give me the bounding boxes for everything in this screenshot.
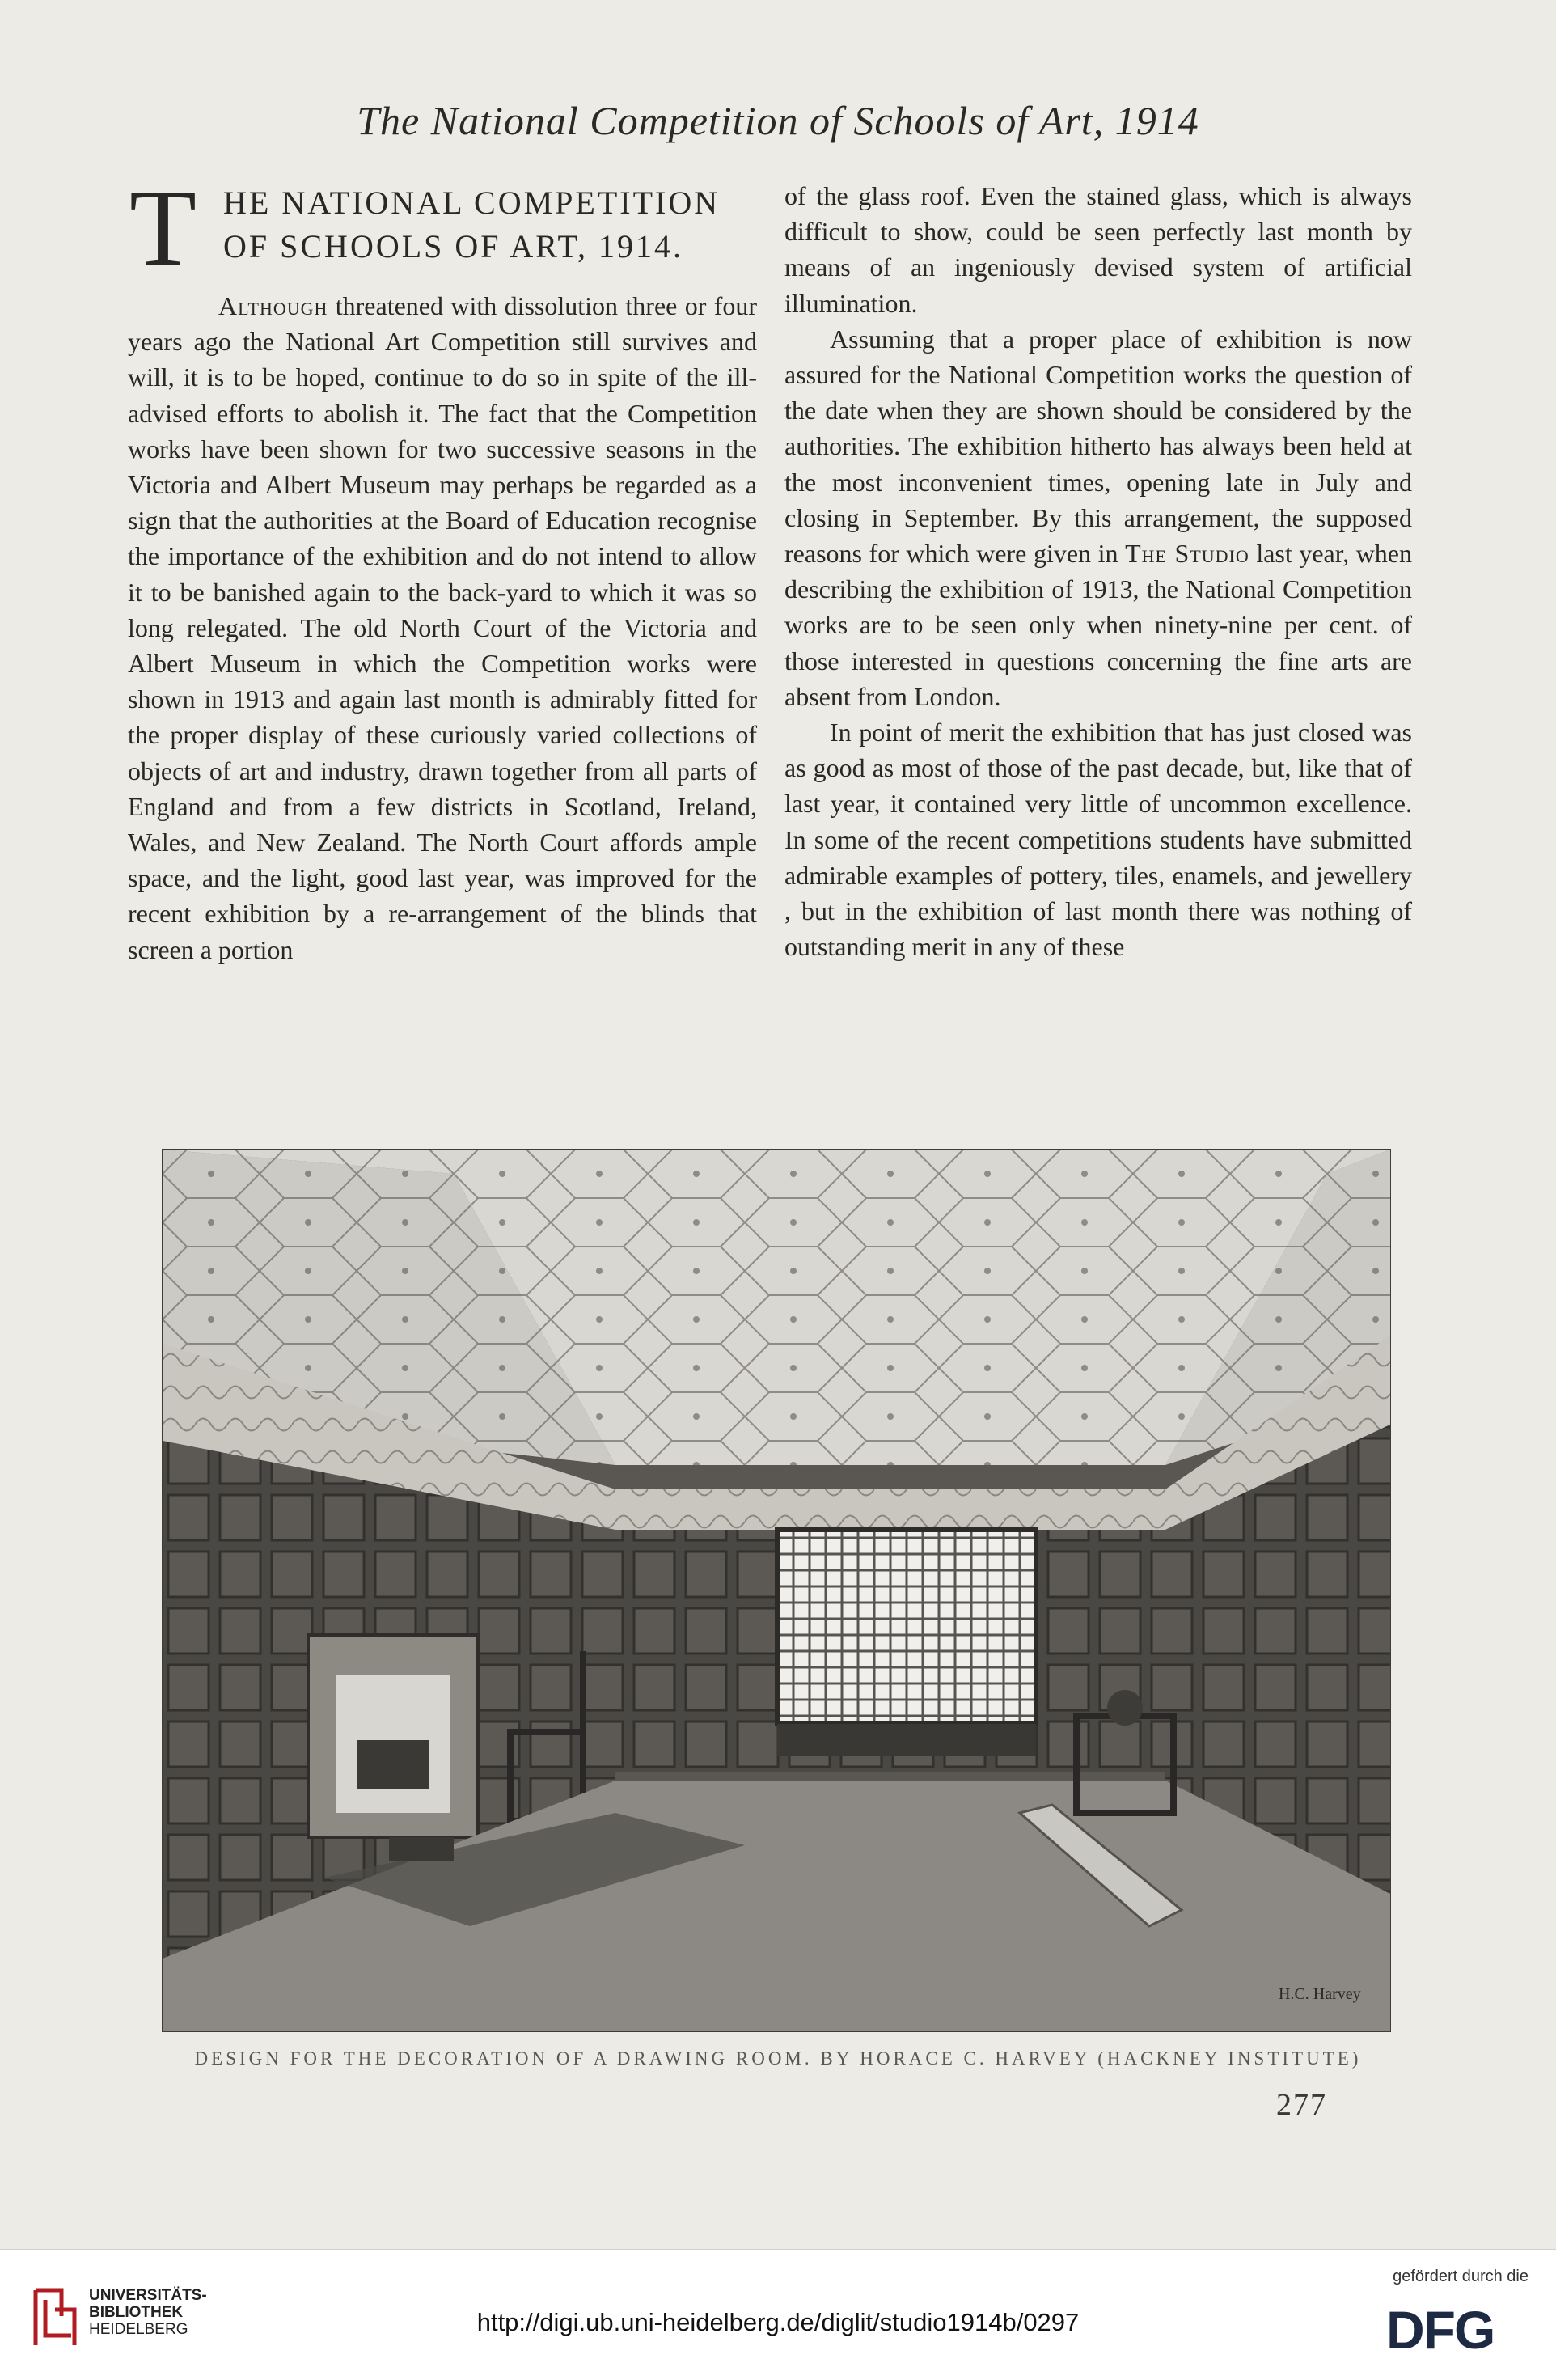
- dfg-logo-icon: [1386, 2302, 1527, 2353]
- paragraph-1-continued: of the glass roof. Even the stained glass, which is always difficult to show, could be seen perfectly last month by means of an ingeniously devised system of artificial illumination.: [784, 181, 1412, 318]
- flower-vase: [1107, 1690, 1143, 1726]
- stool: [389, 1837, 454, 1861]
- artist-signature: H.C. Harvey: [1279, 1985, 1361, 2003]
- dropcap: T: [129, 167, 197, 289]
- plate-illustration: [162, 1149, 1391, 2032]
- window-seat: [777, 1724, 1036, 1756]
- library-line-3: HEIDELBERG: [89, 2321, 188, 2338]
- headline-text: [223, 181, 720, 269]
- library-line-2: BIBLIOTHEK: [89, 2304, 184, 2321]
- paragraph-2: [784, 321, 1412, 714]
- frieze-back: [615, 1489, 1165, 1530]
- library-line-1: UNIVERSITÄTS-: [89, 2287, 207, 2304]
- funded-by-label: gefördert durch die: [1393, 2268, 1529, 2285]
- drawing-room-illustration: [163, 1150, 1390, 2031]
- studio-smallcaps: The Studio: [1125, 539, 1249, 569]
- svg-text:DFG: DFG: [1386, 2302, 1495, 2353]
- leaded-window: [777, 1530, 1036, 1724]
- page-number: 277: [1276, 2088, 1327, 2122]
- paragraph-3: In point of merit the exhibition that has just closed was as good as most of those of the past decade, but, like that of last year, it contained very little of uncommon excellence. In some of the recent competitions students have submitted admirable examples of pottery, tiles, enamels, and jewellery , but in the exhibition of last month there was nothing of outstanding merit in any of these: [784, 718, 1412, 962]
- plate-caption: DESIGN FOR THE DECORATION OF A DRAWING ROOM. BY HORACE C. HARVEY (HACKNEY INSTITUTE): [194, 2048, 1362, 2069]
- paragraph-2-text-a: Assuming that a proper place of exhibition is now assured for the National Competition works the question of the date when they are shown should be considered by the authorities. The exhibition hitherto has always been held at the most inconvenient times, opening late in July and closing in September. By this arrangement, the supposed reasons for which were given in: [784, 324, 1412, 569]
- article-column-right: [784, 178, 1412, 964]
- article-headline: [128, 167, 757, 289]
- headline-line-2: OF SCHOOLS OF ART, 1914.: [223, 228, 683, 265]
- source-url-link[interactable]: http://digi.ub.uni-heidelberg.de/diglit/studio1914b/0297: [476, 2308, 1080, 2336]
- article-column-left: [128, 167, 757, 968]
- paragraph-1-text: threatened with dissolution three or four years ago the National Art Competition still survives and will, it is to be hoped, continue to do so in spite of the ill-advised efforts to abolish it. The fact that the Competition works have been shown for two successive seasons in the Victoria and Albert Museum may perhaps be regarded as a sign that the authorities at the Board of Education recognise the importance of the exhibition and do not intend to allow it to be banished again to the back-yard to which it was so long relegated. The old North Court of the Victoria and Albert Museum in which the Competition works were shown in 1913 and again last month is admirably fitted for the proper display of these curiously varied collections of objects of art and industry, drawn together from all parts of England and from a few districts in Scotland, Ireland, Wales, and New Zealand. The North Court affords ample space, and the light, good last year, was improved for the recent exhibition by a re-arrangement of the blinds that screen a portion: [128, 291, 757, 964]
- lead-smallcaps: Although: [218, 291, 328, 320]
- paragraph-1: [128, 288, 757, 968]
- footer-bar: [0, 2249, 1556, 2380]
- headline-line-1: HE NATIONAL COMPETITION: [223, 184, 721, 221]
- paragraph-2-text-b: last year, when describing the exhibition of 1913, the National Competition works are to be seen only when ninety-nine per cent. of those interested in questions concerning the fine arts are absent from London.: [784, 539, 1413, 711]
- page-title: The National Competition of Schools of Art, 1914: [357, 98, 1199, 143]
